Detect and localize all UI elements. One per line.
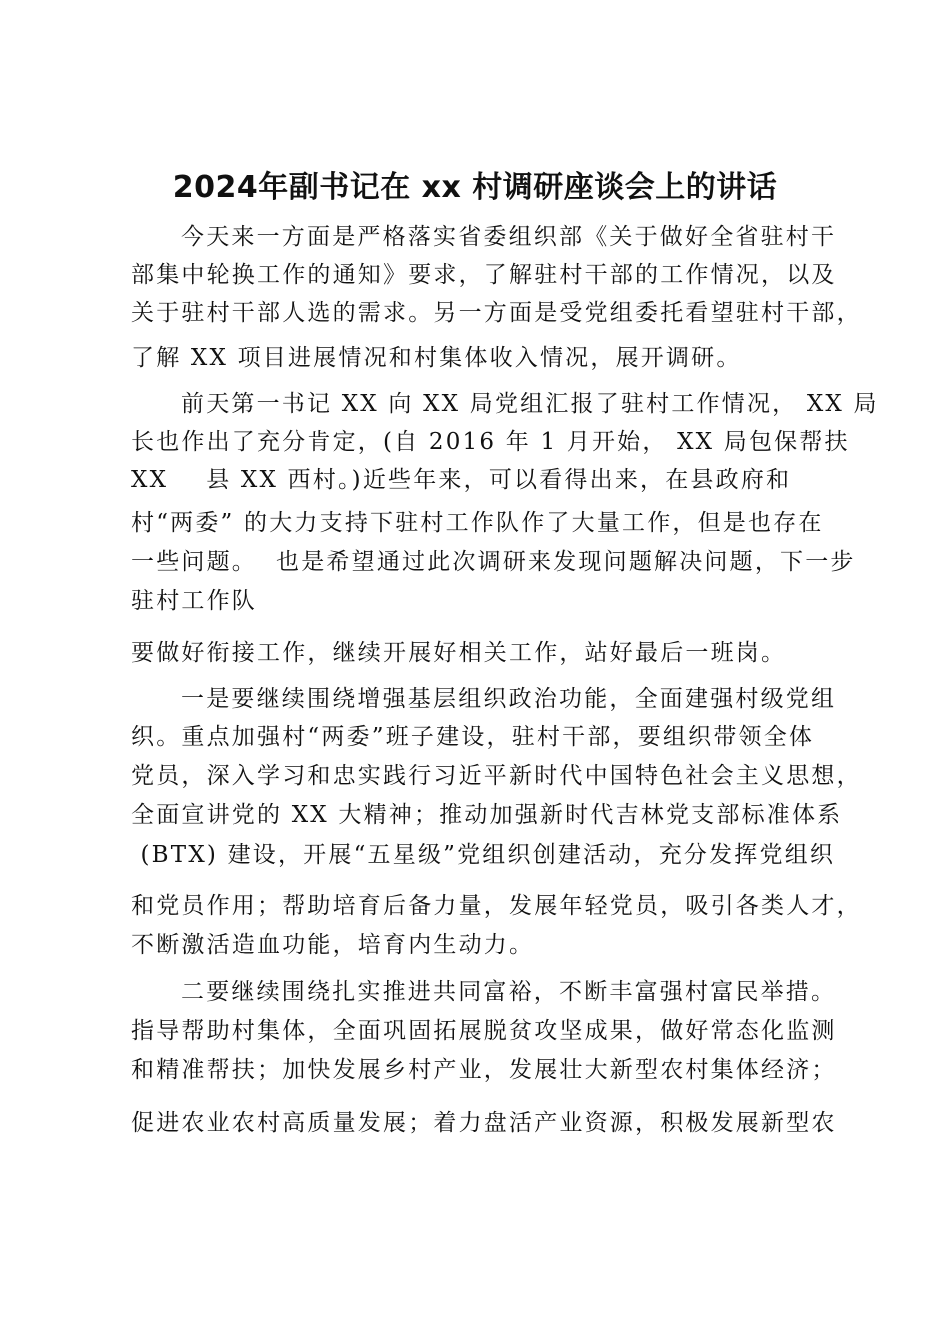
paragraph-line: 今天来一方面是严格落实省委组织部《关于做好全省驻村干: [181, 224, 837, 250]
paragraph-line: 村“两委” 的大力支持下驻村工作队作了大量工作，但是也存在: [131, 510, 824, 536]
paragraph-line: 全面宣讲党的 XX 大精神；推动加强新时代吉林党支部标准体系: [131, 802, 843, 828]
paragraph-line: XX 县 XX 西村。)近些年来，可以看得出来，在县政府和: [131, 467, 792, 493]
paragraph-line: 长也作出了充分肯定，(自 2016 年 1 月开始， XX 局包保帮扶: [131, 429, 850, 455]
paragraph-line: 二要继续围绕扎实推进共同富裕，不断丰富强村富民举措。: [181, 979, 837, 1005]
paragraph-line: 和精准帮扶；加快发展乡村产业，发展壮大新型农村集体经济；: [131, 1057, 837, 1083]
paragraph-line: 一是要继续围绕增强基层组织政治功能，全面建强村级党组: [181, 686, 837, 712]
paragraph-line: 一些问题。 也是希望通过此次调研来发现问题解决问题，下一步: [131, 549, 856, 575]
paragraph-line: 和党员作用；帮助培育后备力量，发展年轻党员，吸引各类人才，: [131, 893, 862, 919]
paragraph-line: 不断激活造血功能，培育内生动力。: [131, 932, 535, 958]
paragraph-line: 党员，深入学习和忠实践行习近平新时代中国特色社会主义思想，: [131, 763, 862, 789]
paragraph-line: 前天第一书记 XX 向 XX 局党组汇报了驻村工作情况， XX 局: [181, 391, 879, 417]
paragraph-line: 织。重点加强村“两委”班子建设，驻村干部，要组织带领全体: [131, 724, 815, 750]
paragraph-line: (BTX) 建设，开展“五星级”党组织创建活动，充分发挥党组织: [131, 842, 836, 868]
paragraph-line: 促进农业农村高质量发展；着力盘活产业资源，积极发展新型农: [131, 1110, 837, 1136]
paragraph-line: 指导帮助村集体，全面巩固拓展脱贫攻坚成果，做好常态化监测: [131, 1018, 837, 1044]
paragraph-line: 驻村工作队: [131, 588, 257, 614]
paragraph-line: 关于驻村干部人选的需求。另一方面是受党组委托看望驻村干部，: [131, 300, 862, 326]
paragraph-line: 要做好衔接工作，继续开展好相关工作，站好最后一班岗。: [131, 640, 787, 666]
paragraph-line: 部集中轮换工作的通知》要求，了解驻村干部的工作情况，以及: [131, 262, 837, 288]
paragraph-line: 了解 XX 项目进展情况和村集体收入情况，展开调研。: [131, 345, 742, 371]
document-title: 2024年副书记在 xx 村调研座谈会上的讲话: [172, 170, 778, 205]
